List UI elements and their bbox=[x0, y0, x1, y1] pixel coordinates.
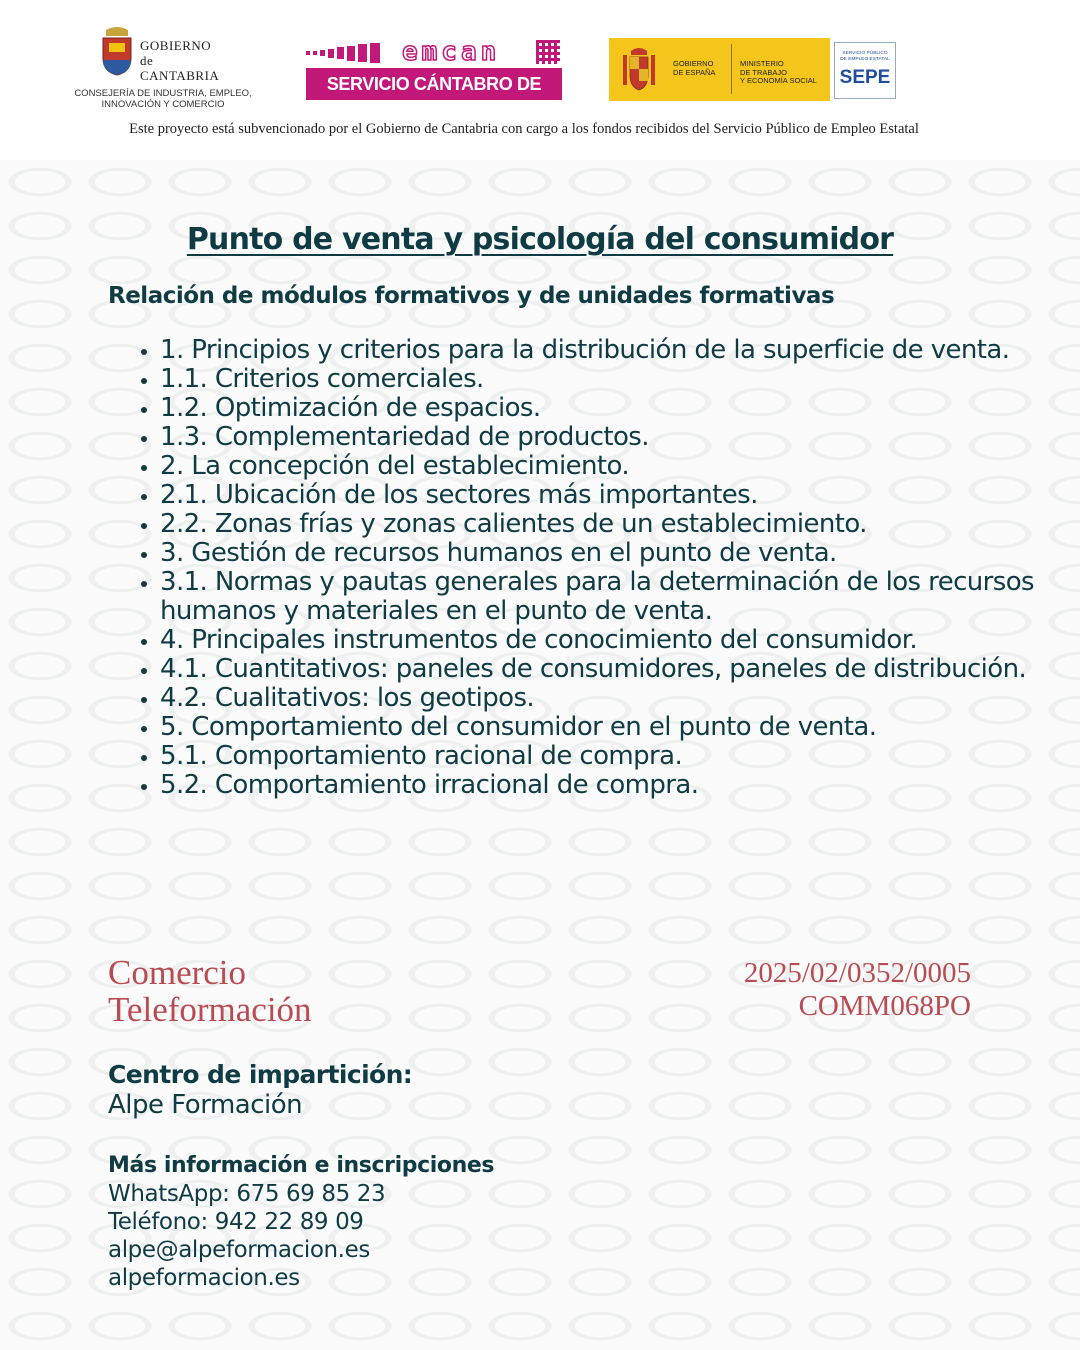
sepe-small-line: SERVICIO PÚBLICO bbox=[842, 51, 888, 56]
expedient-number: 2025/02/0352/0005 bbox=[743, 957, 971, 989]
emcan-logo bbox=[306, 37, 562, 126]
module-item: • 3.1. Normas y pautas generales para la determinación de los recursos humanos y materiales en el punto de venta. bbox=[160, 568, 1040, 626]
sepe-logo bbox=[834, 42, 896, 99]
cantabria-gov-line: GOBIERNO bbox=[140, 38, 212, 53]
module-item: • 3. Gestión de recursos humanos en el punto de venta. bbox=[160, 539, 1040, 568]
contact-details bbox=[108, 1180, 385, 1292]
course-codes bbox=[744, 957, 971, 1023]
spain-logo-divider bbox=[731, 44, 732, 94]
module-item: • 2.1. Ubicación de los sectores más importantes. bbox=[160, 481, 1040, 510]
sepe-small-text bbox=[839, 51, 891, 63]
spain-coat-of-arms-icon bbox=[619, 45, 659, 95]
gobierno-espana-logo bbox=[609, 38, 830, 101]
cantabria-gov-text bbox=[140, 38, 219, 83]
course-code: COMM068PO bbox=[798, 990, 971, 1022]
emcan-wordmark: emcan bbox=[402, 37, 501, 67]
modules-list bbox=[108, 336, 1040, 800]
module-item: • 5. Comportamiento del consumidor en el punto de venta. bbox=[160, 713, 1040, 742]
module-item: • 2.2. Zonas frías y zonas calientes de un establecimiento. bbox=[160, 510, 1040, 539]
module-item: • 1.3. Complementariedad de productos. bbox=[160, 423, 1040, 452]
spain-ministry-line: Y ECONOMÍA SOCIAL bbox=[740, 76, 817, 85]
module-item: • 4.2. Cualitativos: los geotipos. bbox=[160, 684, 1040, 713]
module-item: • 4. Principales instrumentos de conocimiento del consumidor. bbox=[160, 626, 1040, 655]
module-item: • 2. La concepción del establecimiento. bbox=[160, 452, 1040, 481]
cantabria-dept-line: INNOVACIÓN Y COMERCIO bbox=[101, 99, 225, 110]
module-item: • 5.2. Comportamiento irracional de compra. bbox=[160, 771, 1040, 800]
course-modality: Teleformación bbox=[108, 990, 312, 1029]
cantabria-gov-line: de bbox=[140, 53, 154, 68]
course-family: Comercio bbox=[108, 953, 247, 992]
module-item: • 1. Principios y criterios para la distribución de la superficie de venta. bbox=[160, 336, 1040, 365]
module-item: • 5.1. Comportamiento racional de compra. bbox=[160, 742, 1040, 771]
spain-ministry-line: DE TRABAJO bbox=[740, 67, 787, 77]
email-line: alpe@alpeformacion.es bbox=[108, 1237, 370, 1263]
phone-line: Teléfono: 942 22 89 09 bbox=[108, 1209, 364, 1235]
center-name: Alpe Formación bbox=[108, 1090, 303, 1120]
sepe-small-line: DE EMPLEO ESTATAL bbox=[840, 57, 890, 62]
sepe-acronym: SEPE bbox=[839, 67, 891, 88]
spain-ministry-line: MINISTERIO bbox=[740, 59, 784, 68]
course-title: Punto de venta y psicología del consumidor bbox=[186, 222, 894, 257]
spain-gov-line: GOBIERNO bbox=[673, 59, 714, 68]
website-line: alpeformacion.es bbox=[108, 1265, 300, 1291]
cantabria-shield-icon bbox=[100, 26, 134, 76]
subsidy-note: Este proyecto está subvencionado por el Gobierno de Cantabria con cargo a los fondos recibidos del Servicio Público de Empleo Estatal bbox=[129, 121, 919, 137]
spain-ministry-text bbox=[740, 60, 817, 86]
contact-label: Más información e inscripciones bbox=[108, 1153, 495, 1178]
module-item: • 1.1. Criterios comerciales. bbox=[160, 365, 1040, 394]
modules-heading: Relación de módulos formativos y de unidades formativas bbox=[108, 283, 835, 309]
cantabria-department-text bbox=[68, 88, 258, 110]
module-item: • 4.1. Cuantitativos: paneles de consumidores, paneles de distribución. bbox=[160, 655, 1040, 684]
cantabria-dept-line: CONSEJERÍA DE INDUSTRIA, EMPLEO, bbox=[74, 88, 252, 99]
emcan-band-text: SERVICIO CÁNTABRO DE EMPLEO bbox=[306, 68, 562, 100]
emcan-grid-icon bbox=[536, 40, 560, 64]
center-label: Centro de impartición: bbox=[108, 1060, 413, 1089]
gobierno-cantabria-logo bbox=[68, 22, 258, 114]
spain-gov-text bbox=[673, 60, 715, 77]
program-info bbox=[108, 954, 312, 1028]
emcan-dots-icon bbox=[306, 42, 396, 64]
whatsapp-line: WhatsApp: 675 69 85 23 bbox=[108, 1181, 386, 1207]
cantabria-gov-line: CANTABRIA bbox=[140, 68, 220, 83]
spain-gov-line: DE ESPAÑA bbox=[673, 67, 716, 77]
module-item: • 1.2. Optimización de espacios. bbox=[160, 394, 1040, 423]
